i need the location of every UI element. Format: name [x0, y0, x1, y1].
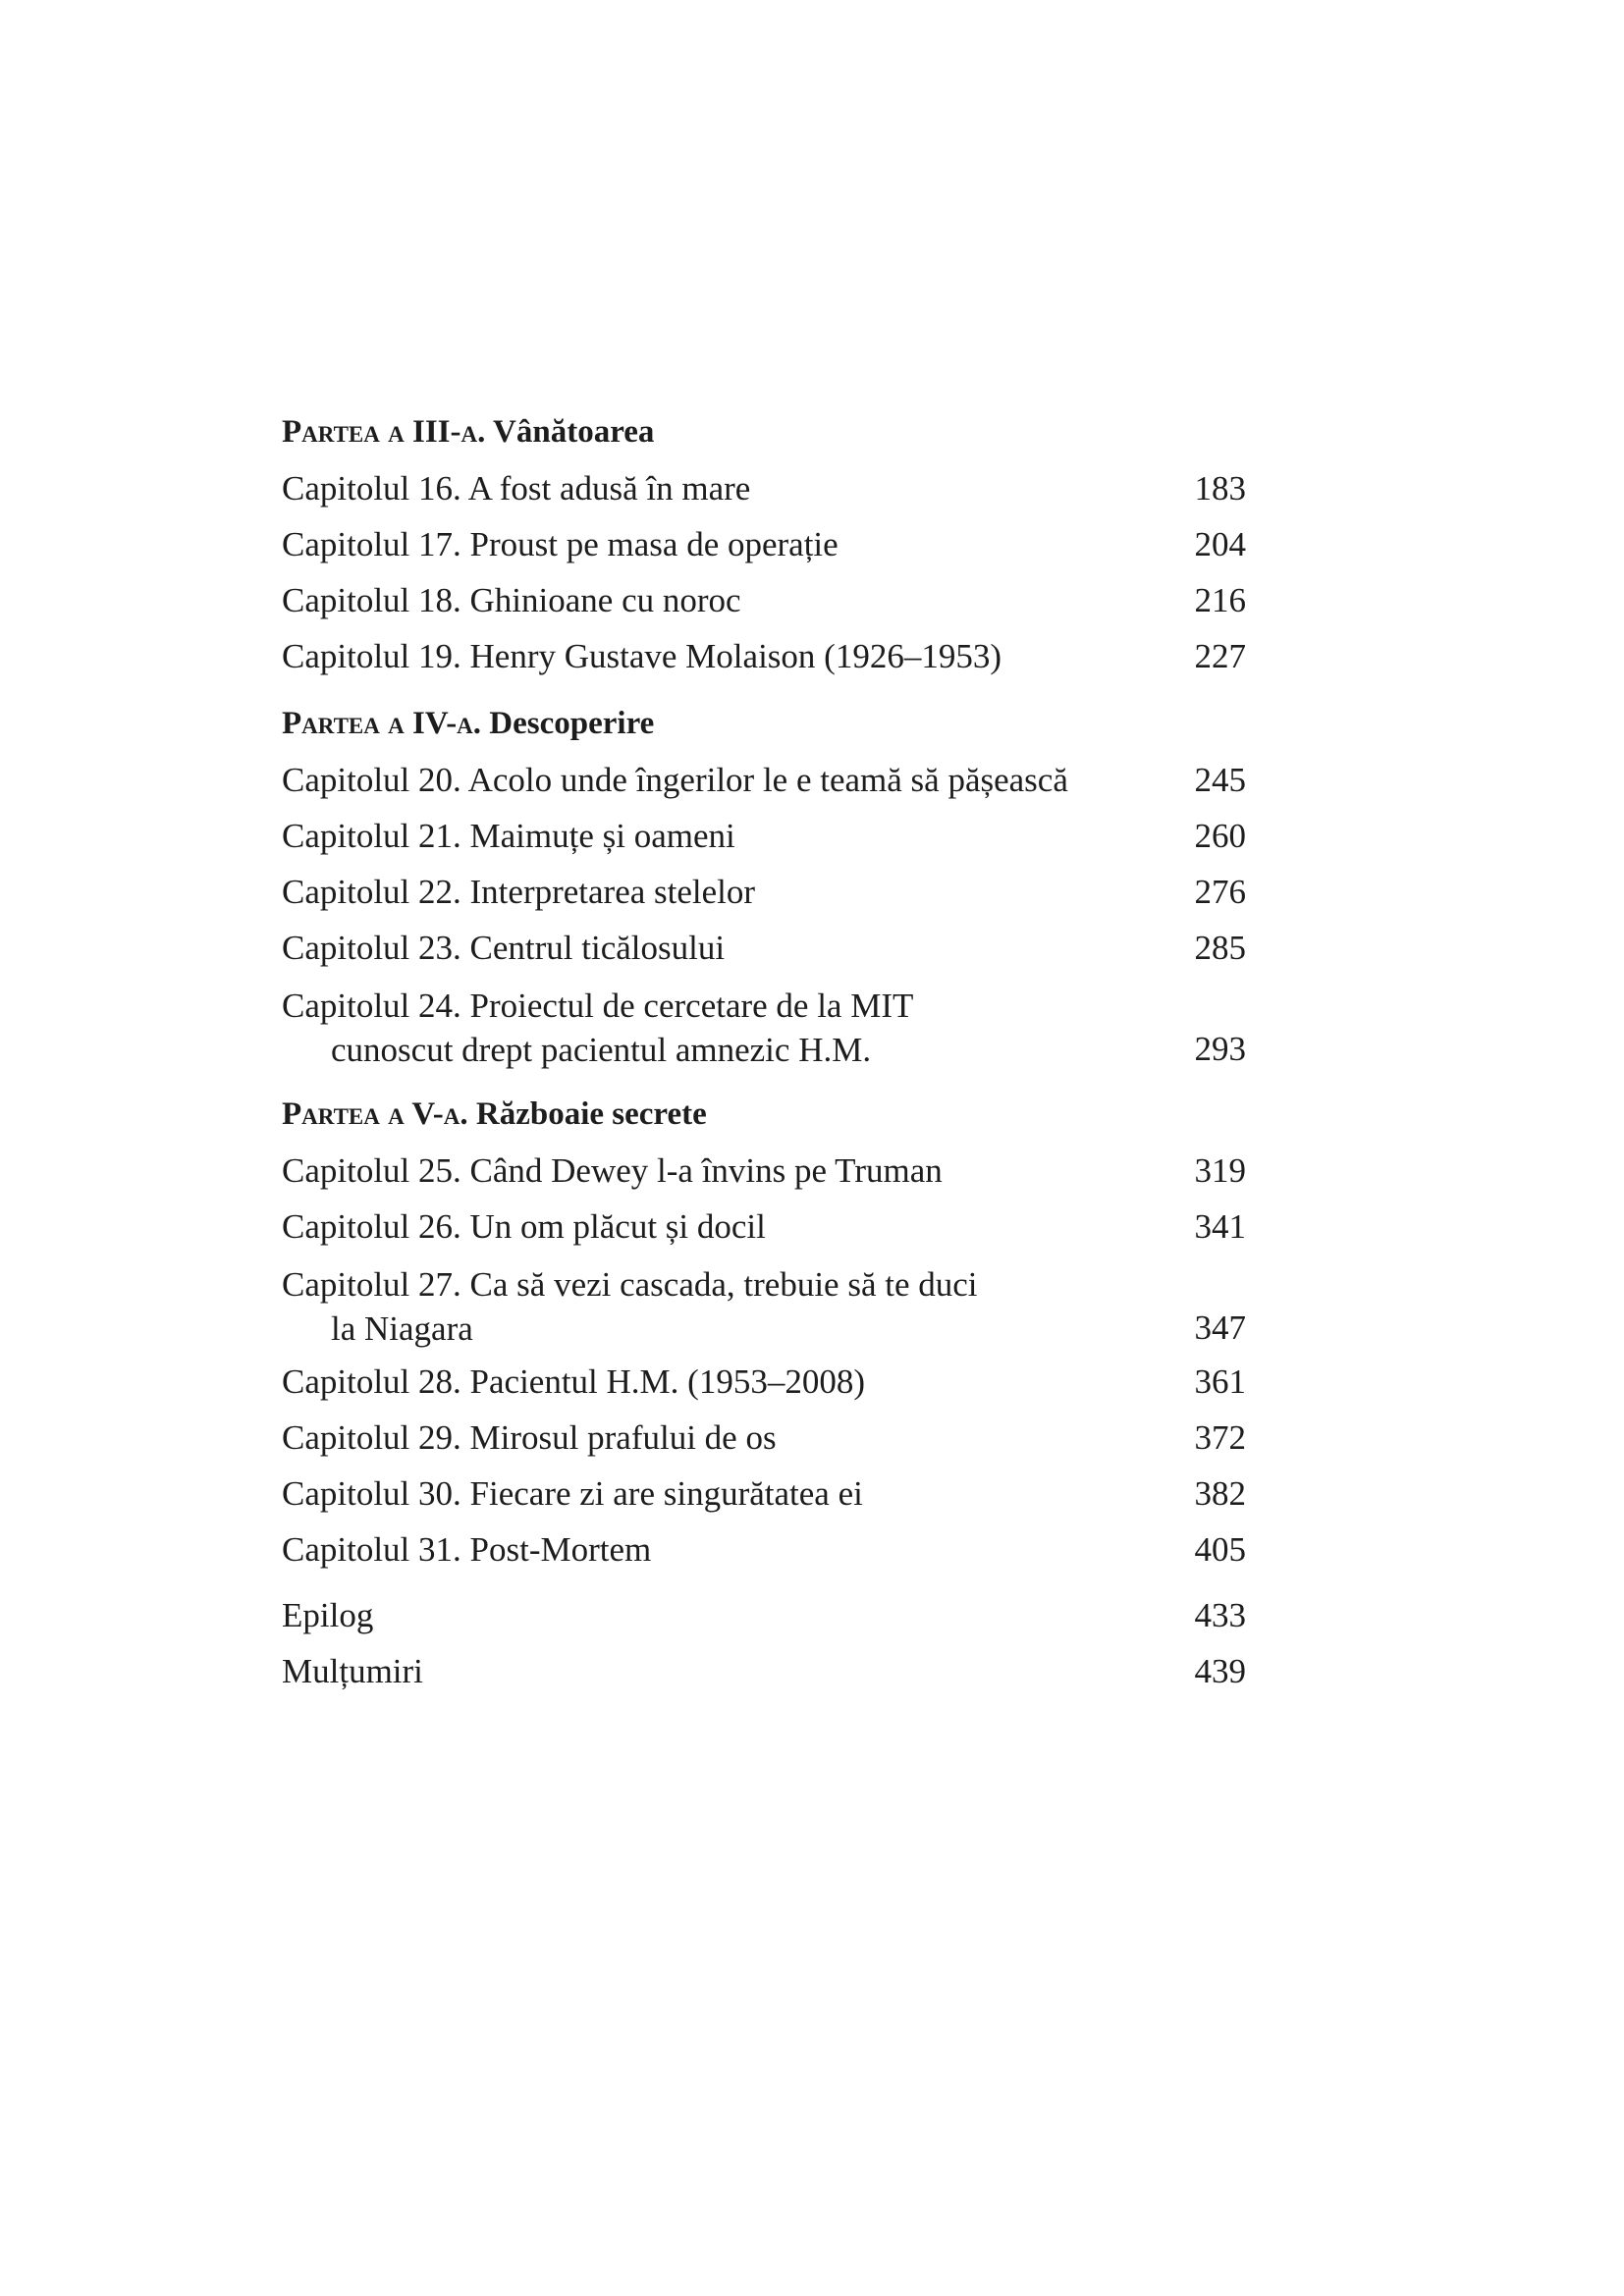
toc-entry[interactable] — [282, 1522, 1246, 1577]
part-section — [282, 1087, 1246, 1577]
page-number: 183 — [1194, 469, 1246, 507]
chapter-title: Proiectul de cercetare de la MIT — [469, 987, 914, 1025]
chapter-title: Interpretarea stelelor — [469, 873, 756, 911]
part-heading — [282, 696, 1246, 752]
part-label: Partea a IV-a. — [282, 706, 482, 741]
chapter-title: Mirosul prafului de os — [469, 1418, 777, 1457]
toc-entry[interactable] — [282, 1199, 1246, 1255]
toc-entry[interactable] — [282, 976, 1246, 1075]
chapter-label: Capitolul 23. — [282, 929, 461, 967]
table-of-contents — [282, 404, 1246, 1699]
part-label: Partea a III-a. — [282, 414, 486, 450]
chapter-label: Capitolul 16. — [282, 469, 461, 507]
chapter-title: Centrul ticălosului — [469, 929, 726, 967]
toc-entry[interactable] — [282, 864, 1246, 920]
chapter-label: Capitolul 19. — [282, 637, 461, 675]
chapter-title: Pacientul H.M. (1953–2008) — [469, 1362, 865, 1401]
chapter-title: Acolo unde îngerilor le e teamă să pășească — [467, 761, 1068, 799]
part-label: Partea a V-a. — [282, 1096, 468, 1132]
page-number: 245 — [1194, 761, 1246, 799]
toc-entry-epilog[interactable] — [282, 1587, 1246, 1643]
chapter-title: Henry Gustave Molaison (1926–1953) — [469, 637, 1001, 675]
toc-entry[interactable] — [282, 1410, 1246, 1466]
page-number: 433 — [1194, 1596, 1246, 1634]
page-number: 361 — [1194, 1362, 1246, 1401]
chapter-title-continuation: cunoscut drept pacientul amnezic H.M. — [331, 1031, 872, 1069]
chapter-label: Capitolul 29. — [282, 1418, 461, 1457]
toc-entry[interactable] — [282, 752, 1246, 808]
chapter-label: Capitolul 24. — [282, 987, 461, 1025]
chapter-title-continuation: la Niagara — [331, 1309, 473, 1348]
toc-entry[interactable] — [282, 572, 1246, 628]
chapter-label: Capitolul 25. — [282, 1151, 461, 1190]
chapter-title: Fiecare zi are singurătatea ei — [469, 1474, 863, 1513]
page-number: 347 — [1194, 1308, 1246, 1347]
chapter-title: Ghinioane cu noroc — [469, 581, 741, 619]
page-number: 204 — [1194, 525, 1246, 563]
page-number: 382 — [1194, 1474, 1246, 1513]
end-matter-section — [282, 1587, 1246, 1699]
page-number: 276 — [1194, 873, 1246, 911]
part-heading — [282, 404, 1246, 460]
page-number: 260 — [1194, 817, 1246, 855]
toc-entry-acknowledgements[interactable] — [282, 1643, 1246, 1699]
chapter-label: Capitolul 20. — [282, 761, 461, 799]
page-number: 439 — [1194, 1652, 1246, 1690]
entry-title: Epilog — [282, 1596, 374, 1634]
toc-entry[interactable] — [282, 628, 1246, 684]
chapter-title: Un om plăcut și docil — [469, 1207, 766, 1246]
chapter-label: Capitolul 26. — [282, 1207, 461, 1246]
toc-entry[interactable] — [282, 460, 1246, 516]
toc-entry[interactable] — [282, 920, 1246, 976]
part-heading — [282, 1087, 1246, 1143]
page-number: 227 — [1194, 637, 1246, 675]
chapter-title: A fost adusă în mare — [467, 469, 751, 507]
part-title: Războaie secrete — [475, 1096, 707, 1132]
chapter-label: Capitolul 27. — [282, 1265, 461, 1304]
page-number: 405 — [1194, 1530, 1246, 1569]
page-number: 285 — [1194, 929, 1246, 967]
toc-entry[interactable] — [282, 808, 1246, 864]
entry-title: Mulțumiri — [282, 1652, 423, 1690]
part-title: Vânătoarea — [493, 414, 655, 450]
toc-entry[interactable] — [282, 1354, 1246, 1410]
chapter-title: Proust pe masa de operație — [469, 525, 839, 563]
chapter-label: Capitolul 18. — [282, 581, 461, 619]
chapter-label: Capitolul 21. — [282, 817, 461, 855]
page-number: 293 — [1194, 1030, 1246, 1068]
chapter-title: Post-Mortem — [469, 1530, 652, 1569]
chapter-label: Capitolul 22. — [282, 873, 461, 911]
chapter-label: Capitolul 28. — [282, 1362, 461, 1401]
chapter-title: Când Dewey l-a învins pe Truman — [469, 1151, 943, 1190]
toc-entry[interactable] — [282, 1143, 1246, 1199]
chapter-title: Ca să vezi cascada, trebuie să te duci — [469, 1265, 978, 1304]
page-number: 319 — [1194, 1151, 1246, 1190]
page-number: 372 — [1194, 1418, 1246, 1457]
part-title: Descoperire — [489, 706, 655, 741]
chapter-title: Maimuțe și oameni — [469, 817, 735, 855]
chapter-label: Capitolul 31. — [282, 1530, 461, 1569]
chapter-label: Capitolul 17. — [282, 525, 461, 563]
toc-entry[interactable] — [282, 1255, 1246, 1354]
chapter-label: Capitolul 30. — [282, 1474, 461, 1513]
page-number: 216 — [1194, 581, 1246, 619]
toc-entry[interactable] — [282, 516, 1246, 572]
toc-entry[interactable] — [282, 1466, 1246, 1522]
page-number: 341 — [1194, 1207, 1246, 1246]
part-section — [282, 696, 1246, 1075]
part-section — [282, 404, 1246, 684]
